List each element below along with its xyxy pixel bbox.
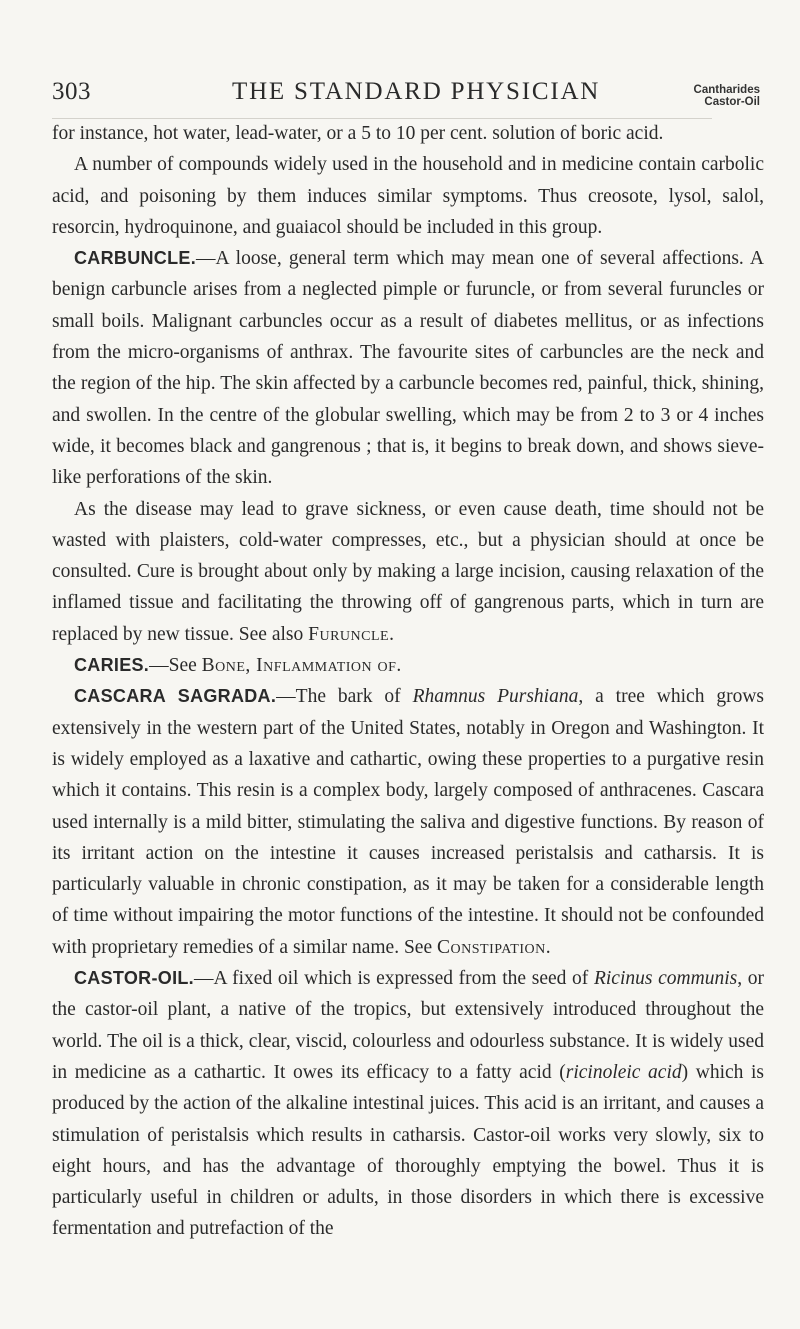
guide-words [660, 84, 760, 108]
entry-caries [52, 650, 764, 681]
guide-word-first: Cantharides [693, 84, 760, 96]
entry-headword: CARBUNCLE. [74, 248, 196, 269]
entry-text: —The bark of [276, 686, 413, 708]
entry-text: , or the castor-oil plant, a native of the tropics, but extensively introduced throughout the world. The oil is a thick, clear, viscid, colourless and odourless substance. It is widely used in medicine as a cathartic. It owes its efficacy to a fatty acid ( [52, 968, 764, 1083]
entry-castor-oil [52, 963, 764, 1245]
entry-end: . [545, 936, 551, 958]
entry-text: , a tree which grows extensively in the western part of the United States, notably in Oregon and Washington. It is widely employed as a laxative and cathartic, owing these properties to a purgative resin which it contains. This resin is a complex body, largely composed of anthracenes. Cascara used internally is a mild bitter, stimulating the saliva and digestive functions. By reason of its irritant action on the intestine it causes increased peristalsis and catharsis. It is particularly valuable in chronic constipation, as it may be taken for a considerable length of time without impairing the motor functions of the intestine. It should not be confounded with proprietary remedies of a similar name. See [52, 686, 765, 958]
guide-word-last: Castor-Oil [704, 96, 760, 108]
latin-name: Ricinus communis [593, 968, 738, 990]
cross-reference: Bone, Inflammation of [201, 655, 397, 677]
cross-reference: Furuncle [308, 623, 390, 645]
cross-reference: Constipation [437, 936, 546, 958]
entry-text: —A fixed oil which is expressed from the seed of [193, 968, 594, 990]
latin-name: Rhamnus Purshiana [412, 686, 579, 708]
entry-end: . [396, 655, 402, 677]
entry-text: —See [149, 655, 202, 677]
page-header [0, 0, 800, 120]
acid-name: ricinoleic acid [565, 1061, 682, 1083]
entry-text: ) which is produced by the action of the alkaline intestinal juices. This acid is an irritant, and causes a stimulation of peristalsis which results in catharsis. Castor-oil works very slowly, six to eight hours, and has the advantage of thoroughly emptying the bowel. Thus it is particularly useful in children or adults, in those disorders in which there is excessive fermentation and putrefaction of the [52, 1061, 765, 1240]
paragraph-carbolic-compounds: A number of compounds widely used in the household and in medicine contain carbolic acid, and poisoning by them induces similar symptoms. Thus creosote, lysol, salol, resorcin, hydroquinone, and guaiacol should be included in this group. [52, 154, 764, 238]
entry-text: As the disease may lead to grave sickness, or even cause death, time should not be wasted with plaisters, cold-water compresses, etc., but a physician should at once be consulted. Cure is brought about only by making a large incision, causing relaxation of the inflamed tissue and facilitating the throwing off of gangrenous parts, which in turn are replaced by new tissue. See also [52, 498, 764, 645]
entry-headword: CARIES. [74, 655, 150, 676]
entry-headword: CASTOR-OIL. [74, 968, 194, 989]
entry-end: . [389, 623, 394, 645]
paragraph-continued: for instance, hot water, lead-water, or a 5 to 10 per cent. solution of boric acid. [52, 123, 664, 144]
running-title: THE STANDARD PHYSICIAN [232, 78, 601, 105]
body-text [52, 118, 764, 1245]
entry-carbuncle [52, 243, 764, 493]
entry-carbuncle-treatment [52, 494, 764, 650]
entry-headword: CASCARA SAGRADA. [74, 686, 277, 707]
entry-text: —A loose, general term which may mean one of several affections. A benign carbuncle arises from a neglected pimple or furuncle, or from several furuncles or small boils. Malignant carbuncles occur as a result of diabetes mellitus, or as infections from the micro-organisms of anthrax. The favourite sites of carbuncles are the neck and the region of the hip. The skin affected by a carbuncle becomes red, painful, thick, shining, and swollen. In the centre of the globular swelling, which may be from 2 to 3 or 4 inches wide, it becomes black and gangrenous ; that is, it begins to break down, and shows sieve-like perforations of the skin. [52, 248, 764, 489]
page-number: 303 [52, 78, 91, 105]
entry-cascara-sagrada [52, 681, 764, 963]
